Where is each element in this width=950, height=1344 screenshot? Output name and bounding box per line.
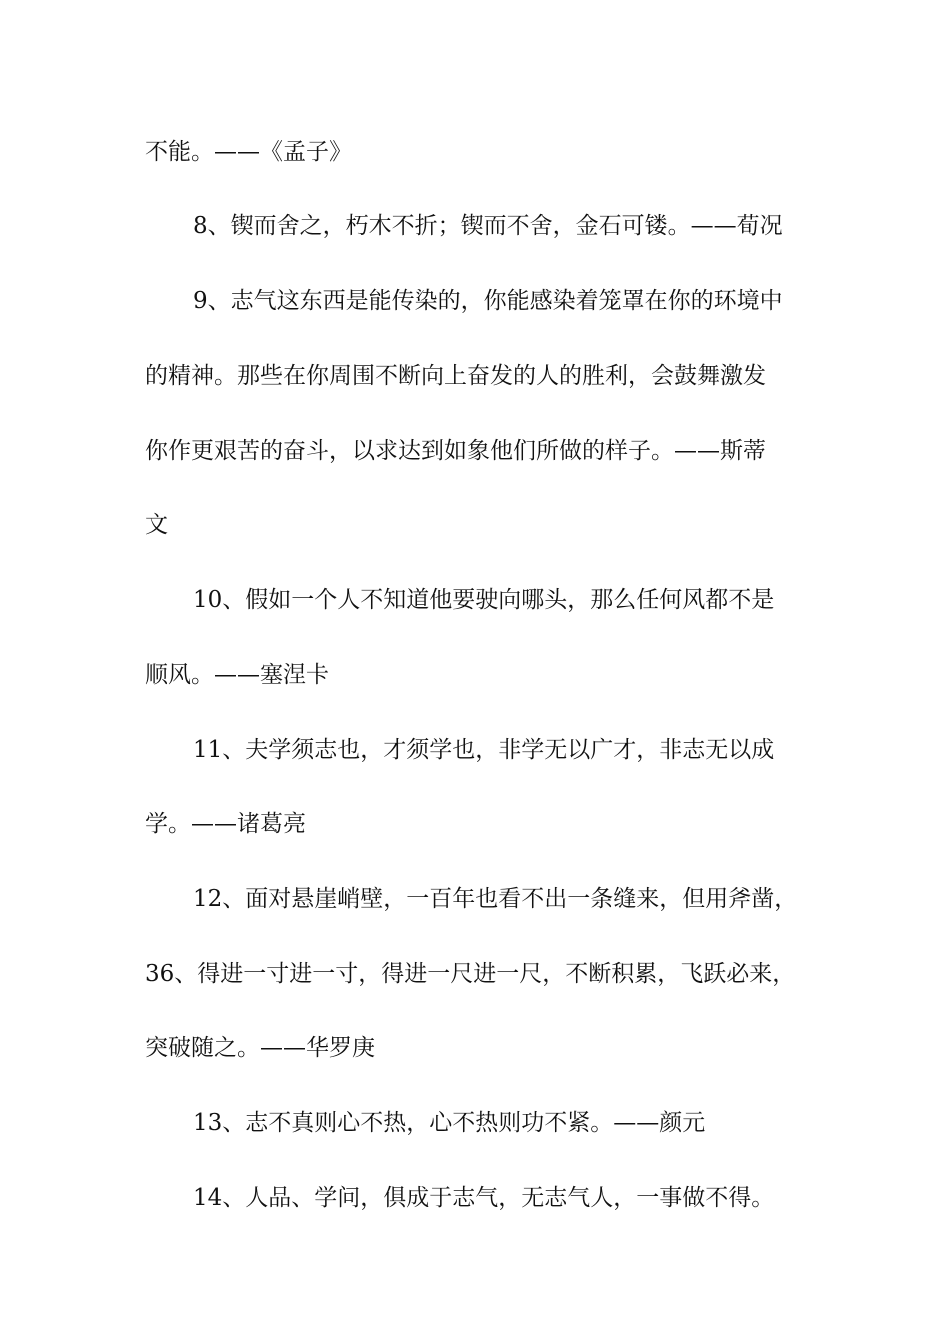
text-line: 学。——诸葛亮 <box>145 811 306 837</box>
text-line: 36、得进一寸进一寸，得进一尺进一尺，不断积累，飞跃必来， <box>145 961 796 987</box>
quote-10-start: 10、假如一个人不知道他要驶向哪头，那么任何风都不是 <box>193 587 775 613</box>
quote-13: 13、志不真则心不热，心不热则功不紧。——颜元 <box>193 1110 706 1136</box>
text-line: 突破随之。——华罗庚 <box>145 1035 375 1061</box>
text-line: 的精神。那些在你周围不断向上奋发的人的胜利，会鼓舞激发 <box>145 363 766 389</box>
quote-11-start: 11、夫学须志也，才须学也，非学无以广才，非志无以成 <box>193 737 775 763</box>
quote-14-start: 14、人品、学问，俱成于志气，无志气人，一事做不得。 <box>193 1185 775 1211</box>
quote-12-start: 12、面对悬崖峭壁，一百年也看不出一条缝来，但用斧凿， <box>193 886 798 912</box>
quote-9-start: 9、志气这东西是能传染的，你能感染着笼罩在你的环境中 <box>193 288 783 314</box>
text-line: 文 <box>145 512 168 538</box>
text-line: 顺风。——塞涅卡 <box>145 662 329 688</box>
text-line: 你作更艰苦的奋斗，以求达到如象他们所做的样子。——斯蒂 <box>145 438 766 464</box>
quote-8: 8、锲而舍之，朽木不折；锲而不舍，金石可镂。——荀况 <box>193 213 783 239</box>
text-line: 不能。——《孟子》 <box>145 139 352 165</box>
